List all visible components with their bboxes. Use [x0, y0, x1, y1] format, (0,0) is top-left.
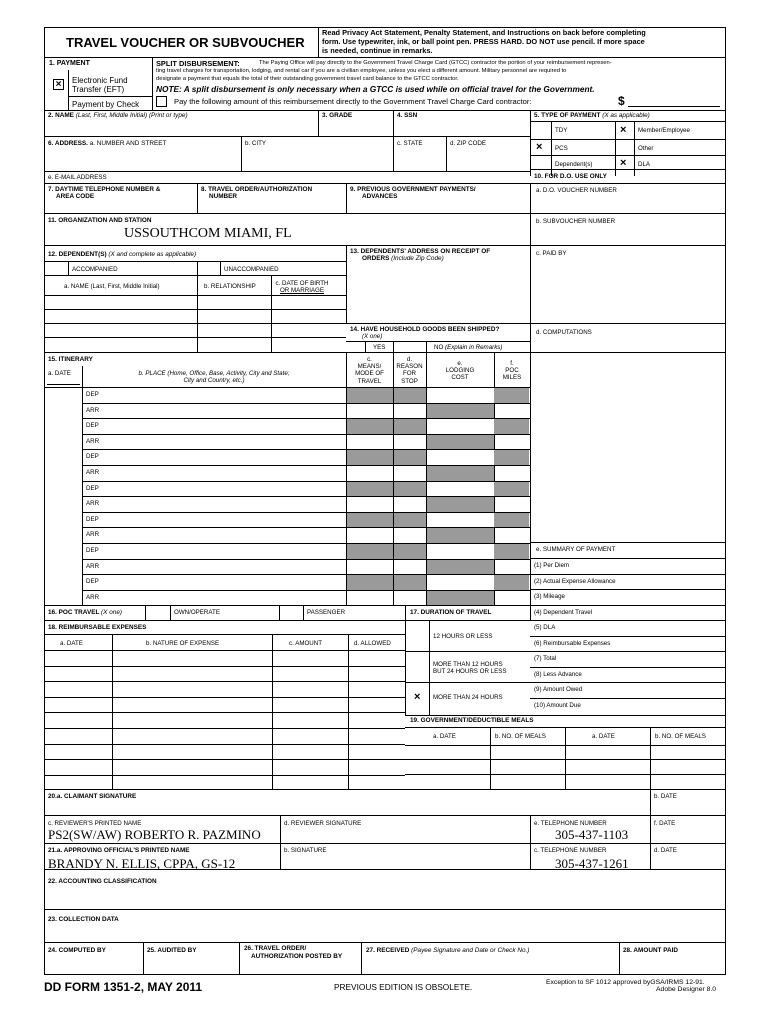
form-title: TRAVEL VOUCHER OR SUBVOUCHER — [66, 35, 305, 50]
payment-label: 1. PAYMENT — [49, 60, 90, 67]
reviewer-sig-label: d. REVIEWER SIGNATURE — [284, 820, 362, 827]
itin-means-1: MEANS/ — [357, 363, 382, 370]
dla-label: DLA — [638, 161, 651, 168]
type-pay-label: 5. TYPE OF PAYMENT (X as applicable) — [534, 112, 650, 119]
dep-dob-label-2: OR MARRIAGE — [279, 287, 324, 294]
itinerary-shaded-cell — [347, 450, 393, 465]
meals-date-1: a. DATE — [433, 733, 456, 740]
itinerary-row[interactable] — [44, 465, 530, 481]
org-label: 11. ORGANIZATION AND STATION — [48, 217, 152, 224]
duration-opt1: 12 HOURS OR LESS — [433, 633, 493, 640]
itinerary-row-type: DEP — [86, 578, 99, 586]
dla-mark[interactable]: × — [620, 157, 627, 169]
summary-item: (8) Less Advance — [534, 670, 582, 678]
form-id: DD FORM 1351-2, MAY 2011 — [44, 980, 203, 994]
duration-opt2-1: MORE THAN 12 HOURS — [433, 661, 503, 668]
city-label: b. CITY — [245, 140, 266, 147]
itinerary-shaded-cell — [494, 450, 529, 465]
accounting-label: 22. ACCOUNTING CLASSIFICATION — [48, 878, 157, 885]
reimb-allowed: d. ALLOWED — [354, 640, 391, 647]
itinerary-row-type: DEP — [86, 515, 99, 523]
summary-item: (6) Reimbursable Expenses — [534, 639, 611, 647]
itinerary-row-type: ARR — [86, 562, 100, 570]
itinerary-shaded-cell — [427, 528, 494, 543]
do-only-label: 10. FOR D.O. USE ONLY — [534, 173, 607, 180]
summary-item: (5) DLA — [534, 624, 556, 631]
phone-e-label: e. TELEPHONE NUMBER — [534, 820, 607, 827]
itinerary-shaded-cell — [347, 544, 393, 559]
itinerary-shaded-cell — [427, 404, 494, 419]
meals-no-2: b. NO. OF MEALS — [655, 733, 706, 740]
itinerary-row[interactable] — [44, 387, 530, 403]
pcs-mark[interactable]: × — [536, 141, 543, 153]
other-label: Other — [638, 145, 654, 152]
duration-opt3-mark[interactable]: × — [414, 691, 421, 703]
do-voucher-label: a. D.O. VOUCHER NUMBER — [536, 187, 617, 194]
itin-lodging-1: LODGING — [445, 367, 475, 374]
received-label: 27. RECEIVED (Payee Signature and Date or Check No.) — [366, 947, 530, 954]
prev9-label-1: 9. PREVIOUS GOVERNMENT PAYMENTS/ — [350, 186, 476, 193]
itinerary-row[interactable] — [44, 418, 530, 434]
itinerary-row[interactable] — [44, 449, 530, 465]
notice-line-2: form. Use typewriter, ink, or ball point pen. PRESS HARD. DO NOT use pencil. If more space — [322, 37, 645, 46]
hhg14-label: 14. HAVE HOUSEHOLD GOODS BEEN SHIPPED? — [350, 326, 500, 333]
itin-place-label-2: City and Country, etc.) — [183, 377, 245, 384]
summary-label: e. SUMMARY OF PAYMENT — [536, 546, 616, 553]
posted-label-2: AUTHORIZATION POSTED BY — [251, 953, 343, 960]
itinerary-shaded-cell — [494, 419, 529, 434]
split-text-1: The Paying Office will pay directly to the Government Travel Charge Card (GTCC) contractor the portion of your reimbursement represen- — [259, 60, 612, 66]
meals-date-2: a. DATE — [592, 733, 615, 740]
split-text-3: designate a payment that equals the total of their outstanding government travel card balance to the GTCC contractor. — [156, 76, 459, 82]
posted-label-1: 26. TRAVEL ORDER/ — [244, 945, 307, 952]
duration17-label: 17. DURATION OF TRAVEL — [410, 609, 492, 616]
dep-rel-label: b. RELATIONSHIP — [204, 283, 256, 290]
order8-label-2: NUMBER — [209, 193, 238, 200]
itin-means-3: TRAVEL — [357, 378, 382, 385]
itinerary-row[interactable] — [44, 590, 530, 606]
itinerary-shaded-cell — [347, 482, 393, 497]
name-label: 2. NAME (Last, First, Middle Initial) (Print or type) — [48, 112, 188, 119]
paid-by-label: c. PAID BY — [536, 250, 567, 257]
notice-line-3: is needed, continue in remarks. — [322, 46, 433, 55]
date-d-label: d. DATE — [654, 847, 677, 854]
itinerary-row-type: DEP — [86, 391, 99, 398]
hhg-no-label: NO (Explain in Remarks) — [434, 344, 503, 351]
itinerary-row[interactable] — [44, 496, 530, 512]
itin-reason-3: STOP — [401, 378, 418, 385]
computations-label: d. COMPUTATIONS — [536, 329, 592, 336]
order8-label-1: 8. TRAVEL ORDER/AUTHORIZATION — [201, 186, 313, 193]
itinerary-shaded-cell — [394, 575, 426, 590]
phone-e-value[interactable]: 305-437-1103 — [555, 827, 629, 842]
member-label: Member/Employee — [638, 127, 690, 134]
prev9-label-2: ADVANCES — [362, 193, 398, 200]
itin-reason-0: d. — [406, 356, 413, 363]
reimb18-label: 18. REIMBURSABLE EXPENSES — [48, 624, 147, 631]
eft-checkbox[interactable]: × — [53, 79, 64, 90]
phone7-label-2: AREA CODE — [56, 193, 95, 200]
itinerary-shaded-cell — [347, 575, 393, 590]
reviewer-name-label: c. REVIEWER'S PRINTED NAME — [48, 820, 142, 827]
gtcc-pay-line: Pay the following amount of this reimbursement directly to the Government Travel Charge Card contractor: — [174, 97, 532, 106]
approver-sig-label: b. SIGNATURE — [284, 847, 327, 854]
itin-reason-2: FOR — [402, 370, 417, 377]
itinerary-shaded-cell — [394, 419, 426, 434]
reimb-row-line — [44, 681, 405, 682]
dep13-label-1: 13. DEPENDENTS' ADDRESS ON RECEIPT OF — [350, 248, 491, 255]
dep-name-label: a. NAME (Last, First, Middle Initial) — [64, 283, 160, 290]
itinerary-row-type: DEP — [86, 422, 99, 430]
itinerary-shaded-cell — [427, 560, 494, 575]
meals19-label: 19. GOVERNMENT/DEDUCTIBLE MEALS — [410, 717, 534, 724]
unaccompanied-label: UNACCOMPANIED — [224, 266, 279, 273]
itinerary-shaded-cell — [394, 513, 426, 528]
itin-lodging-2: COST — [451, 374, 469, 381]
reimb-amount: c. AMOUNT — [289, 640, 323, 647]
reimb-row-line — [44, 697, 405, 698]
itinerary-row[interactable] — [44, 527, 530, 543]
tdy-label: TDY — [555, 127, 568, 134]
itinerary-shaded-cell — [394, 544, 426, 559]
collection-label: 23. COLLECTION DATA — [48, 916, 119, 923]
date-b-label: b. DATE — [654, 793, 677, 800]
org-value[interactable]: USSOUTHCOM MIAMI, FL — [124, 226, 292, 241]
dep-dob-label-1: c. DATE OF BIRTH — [275, 280, 329, 287]
itinerary-shaded-cell — [494, 575, 529, 590]
approver-name-value[interactable]: BRANDY N. ELLIS, CPPA, GS-12 — [48, 856, 236, 871]
itinerary-row-type: ARR — [86, 531, 100, 539]
dep12-label: 12. DEPENDENT(S) (X and complete as applicable) — [48, 251, 197, 258]
duration-opt2-2: BUT 24 HOURS OR LESS — [433, 668, 507, 675]
summary-item: (4) Dependent Travel — [534, 608, 593, 616]
itin-reason-1: REASON — [396, 363, 423, 370]
exception-2: Adobe Designer 8.0 — [656, 986, 717, 993]
subvoucher-label: b. SUBVOUCHER NUMBER — [536, 218, 616, 225]
member-mark[interactable]: × — [620, 124, 627, 136]
eft-label-2: Transfer (EFT) — [72, 85, 125, 94]
zip-label: d. ZIP CODE — [450, 140, 486, 147]
duration-opt3: MORE THAN 24 HOURS — [433, 694, 503, 701]
grade-label: 3. GRADE — [322, 112, 353, 119]
pcs-label: PCS — [555, 145, 568, 152]
summary-item: (7) Total — [534, 655, 557, 662]
reimb-row-line — [44, 728, 405, 729]
itinerary-row[interactable] — [44, 574, 530, 590]
itinerary-shaded-cell — [427, 435, 494, 450]
itin-means-0: c. — [367, 356, 372, 363]
itinerary-shaded-cell — [347, 513, 393, 528]
itin-poc-2: MILES — [502, 374, 522, 381]
itinerary-shaded-cell — [494, 482, 529, 497]
itinerary-row-type: ARR — [86, 593, 100, 601]
reimb-date: a. DATE — [60, 640, 83, 647]
ssn-label: 4. SSN — [397, 112, 418, 119]
summary-item: (1) Per Diem — [534, 562, 570, 569]
exception-1: Exception to SF 1012 approved byGSA/IRMS 12-91. — [546, 979, 705, 986]
itinerary-shaded-cell — [394, 482, 426, 497]
itinerary-shaded-cell — [494, 388, 529, 403]
itinerary-shaded-cell — [494, 544, 529, 559]
check-label: Payment by Check — [72, 100, 140, 109]
accompanied-label: ACCOMPANIED — [72, 266, 118, 273]
itinerary-row-type: ARR — [86, 469, 100, 476]
itinerary-label: 15. ITINERARY — [48, 356, 93, 363]
itinerary-shaded-cell — [347, 388, 393, 403]
itinerary-row[interactable] — [44, 543, 530, 559]
itinerary-row-type: ARR — [86, 500, 100, 508]
phone-c-label: c. TELEPHONE NUMBER — [534, 847, 607, 854]
itinerary-row-type: DEP — [86, 484, 99, 492]
eft-label-1: Electronic Fund — [72, 76, 128, 85]
itinerary-row[interactable] — [44, 434, 530, 450]
itin-date-label: a. DATE — [48, 370, 71, 377]
address-label: 6. ADDRESS. a. NUMBER AND STREET — [48, 140, 167, 147]
reimb-row-line — [44, 744, 405, 745]
reimb-row-line — [44, 759, 405, 760]
itinerary-row-type: ARR — [86, 406, 100, 414]
dependents-label: Dependent(s) — [555, 161, 593, 168]
itinerary-row-type: ARR — [86, 437, 100, 445]
computed-label: 24. COMPUTED BY — [48, 947, 106, 954]
itinerary-row[interactable] — [44, 512, 530, 528]
split-title: SPLIT DISBURSEMENT: — [156, 59, 240, 68]
phone-c-value[interactable]: 305-437-1261 — [555, 856, 629, 871]
poc16-passenger: PASSENGER — [307, 609, 346, 616]
summary-item: (9) Amount Owed — [534, 686, 583, 693]
claimant-label: 20.a. CLAIMANT SIGNATURE — [48, 793, 137, 800]
gtcc-checkbox[interactable] — [156, 96, 167, 107]
reviewer-name-value[interactable]: PS2(SW/AW) ROBERTO R. PAZMINO — [48, 827, 261, 842]
poc16-label: 16. POC TRAVEL (X one) — [48, 609, 123, 616]
phone7-label-1: 7. DAYTIME TELEPHONE NUMBER & — [48, 186, 161, 193]
date-f-label: f. DATE — [654, 820, 676, 827]
itinerary-row[interactable] — [44, 559, 530, 575]
itinerary-shaded-cell — [394, 450, 426, 465]
itin-lodging-0: e. — [457, 360, 463, 367]
amount-paid-label: 28. AMOUNT PAID — [623, 947, 679, 954]
audited-label: 25. AUDITED BY — [147, 947, 197, 954]
itinerary-shaded-cell — [427, 591, 494, 606]
reimb-nature: b. NATURE OF EXPENSE — [146, 640, 220, 647]
reimb-row-line — [44, 666, 405, 667]
notice-line-1: Read Privacy Act Statement, Penalty Statement, and Instructions on back before completing — [322, 28, 646, 37]
itinerary-shaded-cell — [494, 513, 529, 528]
summary-item: (2) Actual Expense Allowance — [534, 577, 616, 585]
itinerary-row-type: DEP — [86, 547, 99, 554]
state-label: c. STATE — [397, 140, 423, 147]
gtcc-dollar: $ — [618, 94, 625, 108]
itin-means-2: MODE OF — [355, 370, 384, 377]
obsolete-note: PREVIOUS EDITION IS OBSOLETE. — [334, 982, 473, 992]
meals-no-1: b. NO. OF MEALS — [495, 733, 546, 740]
itinerary-shaded-cell — [347, 419, 393, 434]
email-label: e. E-MAIL ADDRESS — [48, 174, 107, 181]
summary-item: (10) Amount Due — [534, 701, 581, 709]
summary-item: (3) Mileage — [534, 593, 565, 600]
itin-place-label-1: b. PLACE (Home, Office, Base, Activity, City and State; — [138, 370, 290, 377]
itinerary-shaded-cell — [394, 388, 426, 403]
itinerary-shaded-cell — [427, 466, 494, 481]
itinerary-row[interactable] — [44, 403, 530, 419]
dep13-label-2: ORDERS (Include Zip Code) — [362, 255, 444, 262]
hhg-yes-label: YES — [373, 344, 386, 351]
approver-name-label: 21.a. APPROVING OFFICIAL'S PRINTED NAME — [48, 847, 190, 854]
itinerary-shaded-cell — [427, 497, 494, 512]
reimb-row-line — [44, 775, 405, 776]
poc16-own: OWN/OPERATE — [174, 609, 220, 616]
hhg14-sub: (X one) — [362, 333, 383, 340]
itin-poc-1: POC — [505, 367, 519, 374]
itinerary-row[interactable] — [44, 481, 530, 497]
reimb-row-line — [44, 712, 405, 713]
split-text-2: ting travel charges for transportation, lodging, and rental car if you are a civilian employee, unless you elect a different amount. Military personnel are required to — [156, 68, 567, 74]
itinerary-row-type: DEP — [86, 453, 99, 461]
split-note: NOTE: A split disbursement is only necessary when a GTCC is used while on official travel for the Government. — [156, 84, 595, 94]
itin-poc-0: f. — [510, 360, 514, 367]
